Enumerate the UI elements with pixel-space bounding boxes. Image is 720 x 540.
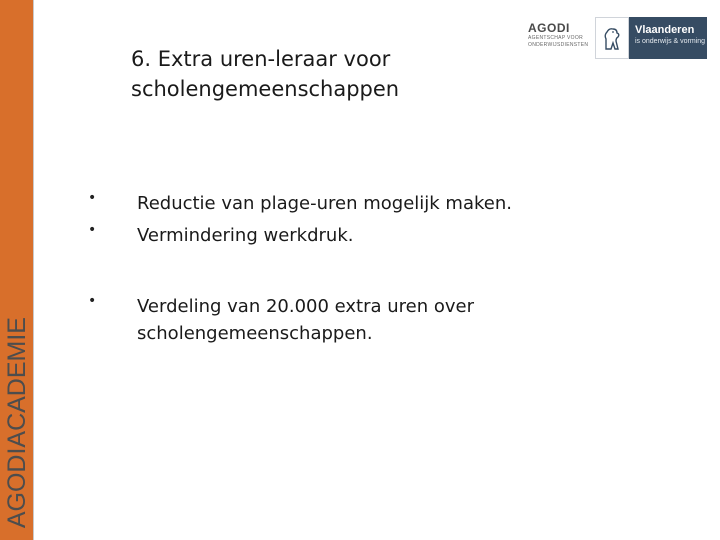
agodi-academie-brand [5, 317, 30, 528]
agodi-logo [528, 21, 598, 49]
agodi-logo-name: AGODI [528, 21, 570, 35]
slide-title: 6. Extra uren-leraar voor scholengemeenschappen [131, 47, 400, 101]
bullet-text: Verdeling van 20.000 extra uren over scholengemeenschappen. [137, 296, 475, 344]
bullet-text: Vermindering werkdruk. [137, 225, 354, 246]
agodi-logo-subtitle: AGENTSCHAP VOOR ONDERWIJSDIENSTEN [528, 35, 589, 48]
flemish-lion-icon [595, 17, 629, 59]
vlaanderen-subtitle: is onderwijs & vorming [635, 38, 706, 45]
sidebar-divider [33, 0, 34, 540]
bullet-marker: • [88, 293, 97, 309]
vlaanderen-name: Vlaanderen [635, 24, 695, 36]
sidebar-band [0, 0, 33, 540]
bullet-marker: • [88, 190, 97, 206]
vlaanderen-wordmark [629, 17, 707, 59]
bullet-marker: • [88, 222, 97, 238]
bullet-text: Reductie van plage-uren mogelijk maken. [137, 193, 512, 214]
vlaanderen-logo [595, 17, 707, 59]
brand-secondary: ACADEMIE [3, 316, 31, 448]
brand-primary: AGODI [3, 447, 31, 528]
